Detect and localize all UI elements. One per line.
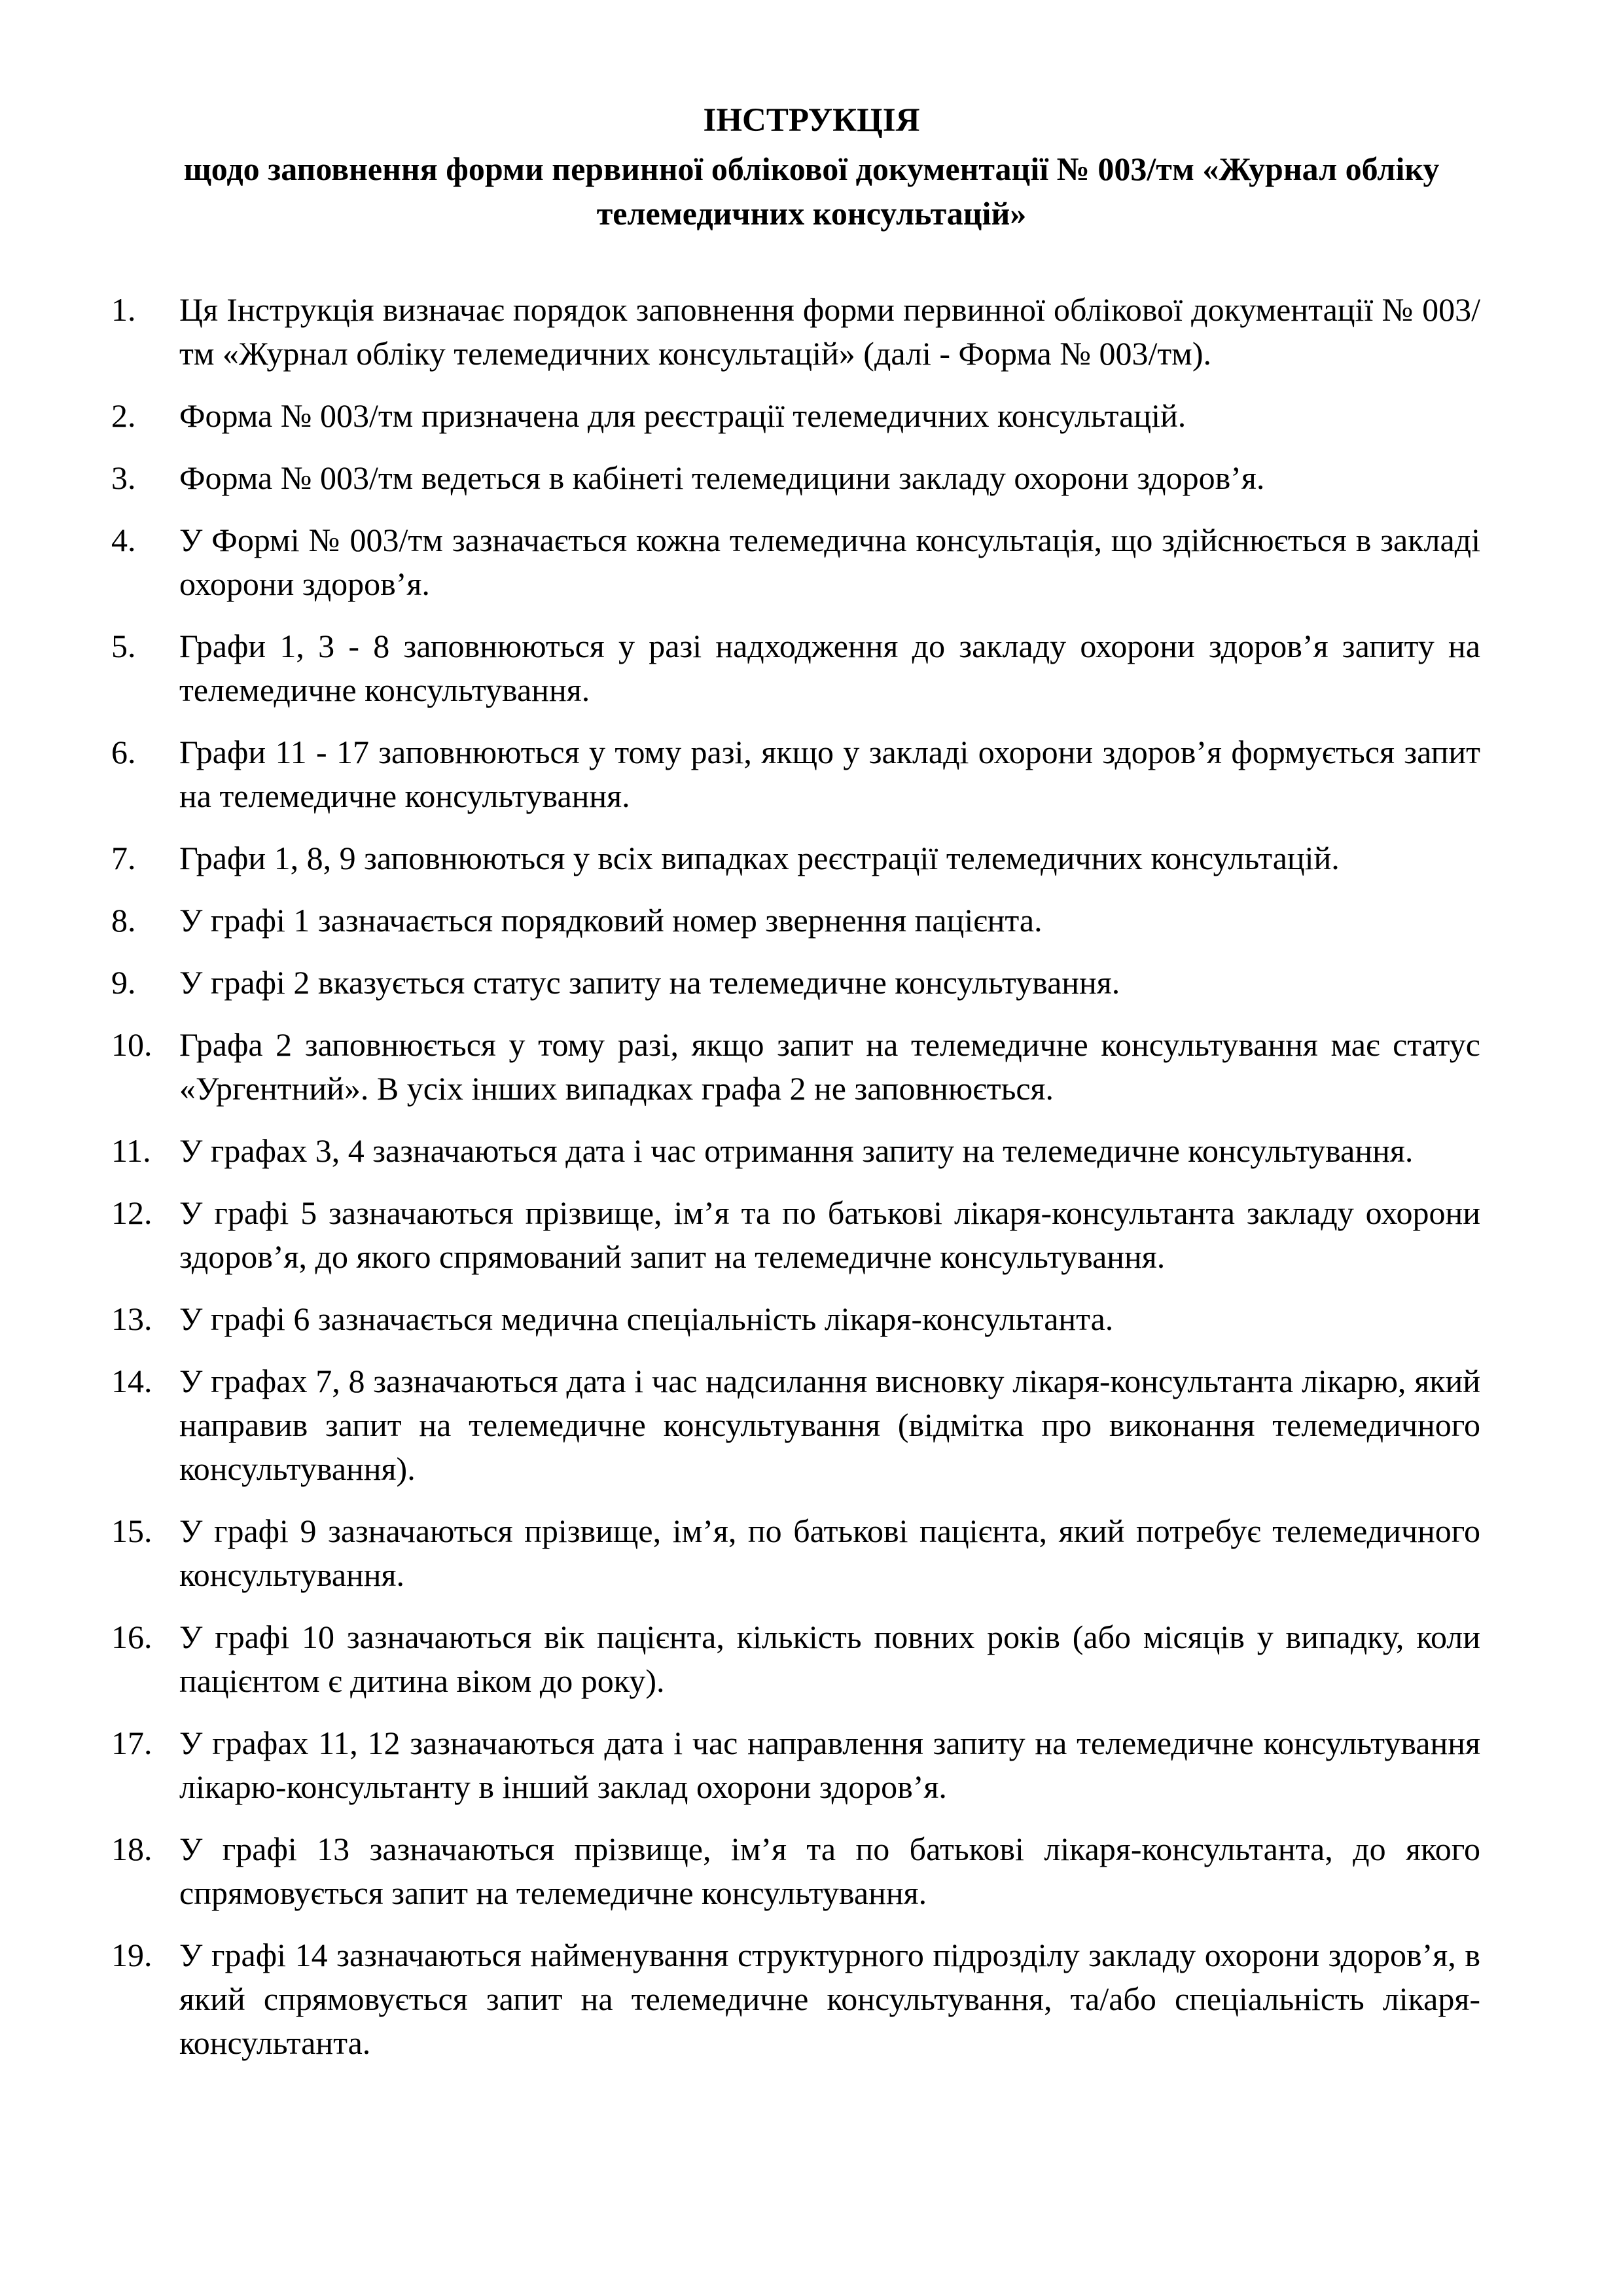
instruction-item-text: У графах 3, 4 зазначаються дата і час отримання запиту на телемедичне консультування.: [179, 1132, 1414, 1169]
instruction-item-number: 18.: [111, 1831, 152, 1867]
instruction-item-number: 5.: [111, 628, 136, 664]
instruction-item-text: Графа 2 заповнюється у тому разі, якщо запит на телемедичне консультування має статус «Ургентний». В усіх інших випадках графа 2 не заповнюється.: [179, 1026, 1480, 1107]
instruction-item: [111, 1359, 1480, 1491]
instruction-item-number: 11.: [111, 1132, 151, 1169]
instruction-item: [111, 456, 1480, 500]
instruction-item-text: Графи 1, 8, 9 заповнюються у всіх випадках реєстрації телемедичних консультацій.: [179, 840, 1340, 876]
instruction-item-number: 1.: [111, 291, 136, 328]
document-subtitle: щодо заповнення форми первинної облікової документації № 003/тм «Журнал обліку телемедичних консультацій»: [183, 151, 1440, 232]
instruction-item-text: У графі 13 зазначаються прізвище, ім’я та по батькові лікаря-консультанта, до якого спрямовується запит на телемедичне консультування.: [179, 1831, 1480, 1911]
instruction-item-text: У графі 2 вказується статус запиту на телемедичне консультування.: [179, 964, 1120, 1001]
instruction-item: [111, 1827, 1480, 1915]
instruction-item: [111, 518, 1480, 606]
instruction-item: [111, 1023, 1480, 1111]
instruction-item-text: У графі 9 зазначаються прізвище, ім’я, по батькові пацієнта, який потребує телемедичного консультування.: [179, 1513, 1480, 1593]
instruction-item-number: 3.: [111, 459, 136, 496]
instruction-item-text: У графі 10 зазначаються вік пацієнта, кількість повних років (або місяців у випадку, коли пацієнтом є дитина віком до року).: [179, 1619, 1480, 1699]
instruction-item-number: 16.: [111, 1619, 152, 1655]
instruction-item-number: 2.: [111, 397, 136, 434]
instruction-item: [111, 1933, 1480, 2065]
instruction-item-number: 4.: [111, 522, 136, 558]
instruction-item-number: 10.: [111, 1026, 152, 1063]
instruction-item-text: У графі 5 зазначаються прізвище, ім’я та по батькові лікаря-консультанта закладу охорони здоров’я, до якого спрямований запит на телемедичне консультування.: [179, 1194, 1480, 1275]
instruction-item-text: У графах 11, 12 зазначаються дата і час направлення запиту на телемедичне консультування лікарю-консультанту в інший заклад охорони здоров’я.: [179, 1725, 1480, 1805]
instruction-item-text: У Формі № 003/тм зазначається кожна телемедична консультація, що здійснюється в закладі охорони здоров’я.: [179, 522, 1480, 602]
instruction-item: [111, 1297, 1480, 1341]
instruction-item: [111, 961, 1480, 1005]
instruction-item-number: 8.: [111, 902, 136, 939]
instruction-item: [111, 730, 1480, 818]
instruction-item-text: У графі 14 зазначаються найменування структурного підрозділу закладу охорони здоров’я, в який спрямовується запит на телемедичне консультування, та/або спеціальність лікаря-консультанта.: [179, 1937, 1480, 2061]
instruction-item-number: 17.: [111, 1725, 152, 1761]
instruction-item-number: 6.: [111, 734, 136, 770]
instruction-item: [111, 836, 1480, 880]
instruction-item-text: У графі 1 зазначається порядковий номер звернення пацієнта.: [179, 902, 1043, 939]
instruction-item: [111, 1721, 1480, 1809]
instruction-item: [111, 394, 1480, 438]
instruction-item-text: У графах 7, 8 зазначаються дата і час надсилання висновку лікаря-консультанта лікарю, який направив запит на телемедичне консультування (відмітка про виконання телемедичного консультування).: [179, 1363, 1480, 1487]
instruction-item-text: Графи 1, 3 - 8 заповнюються у разі надходження до закладу охорони здоров’я запиту на телемедичне консультування.: [179, 628, 1480, 708]
instruction-item: [111, 624, 1480, 712]
instruction-item: [111, 1191, 1480, 1279]
instruction-item-text: Форма № 003/тм ведеться в кабінеті телемедицини закладу охорони здоров’я.: [179, 459, 1265, 496]
document-title: ІНСТРУКЦІЯ: [703, 102, 920, 139]
instruction-items-list: [111, 288, 1480, 2083]
instruction-item: [111, 1129, 1480, 1173]
instruction-item-text: Графи 11 - 17 заповнюються у тому разі, якщо у закладі охорони здоров’я формується запит на телемедичне консультування.: [179, 734, 1480, 814]
instruction-item-number: 12.: [111, 1194, 152, 1231]
instruction-item-number: 9.: [111, 964, 136, 1001]
instruction-item: [111, 1615, 1480, 1703]
instruction-item: [111, 288, 1480, 376]
instruction-item-number: 15.: [111, 1513, 152, 1549]
instruction-item-text: У графі 6 зазначається медична спеціальність лікаря-консультанта.: [179, 1300, 1114, 1337]
instruction-item-number: 19.: [111, 1937, 152, 1973]
instruction-item-text: Ця Інструкція визначає порядок заповнення форми первинної облікової документації № 003/тм «Журнал обліку телемедичних консультацій» (далі - Форма № 003/тм).: [179, 291, 1480, 372]
instruction-item-number: 13.: [111, 1300, 152, 1337]
instruction-item: [111, 1509, 1480, 1597]
instruction-item-number: 7.: [111, 840, 136, 876]
instruction-item: [111, 899, 1480, 942]
instruction-item-number: 14.: [111, 1363, 152, 1399]
instruction-item-text: Форма № 003/тм призначена для реєстрації телемедичних консультацій.: [179, 397, 1186, 434]
document-header: [118, 98, 1505, 236]
